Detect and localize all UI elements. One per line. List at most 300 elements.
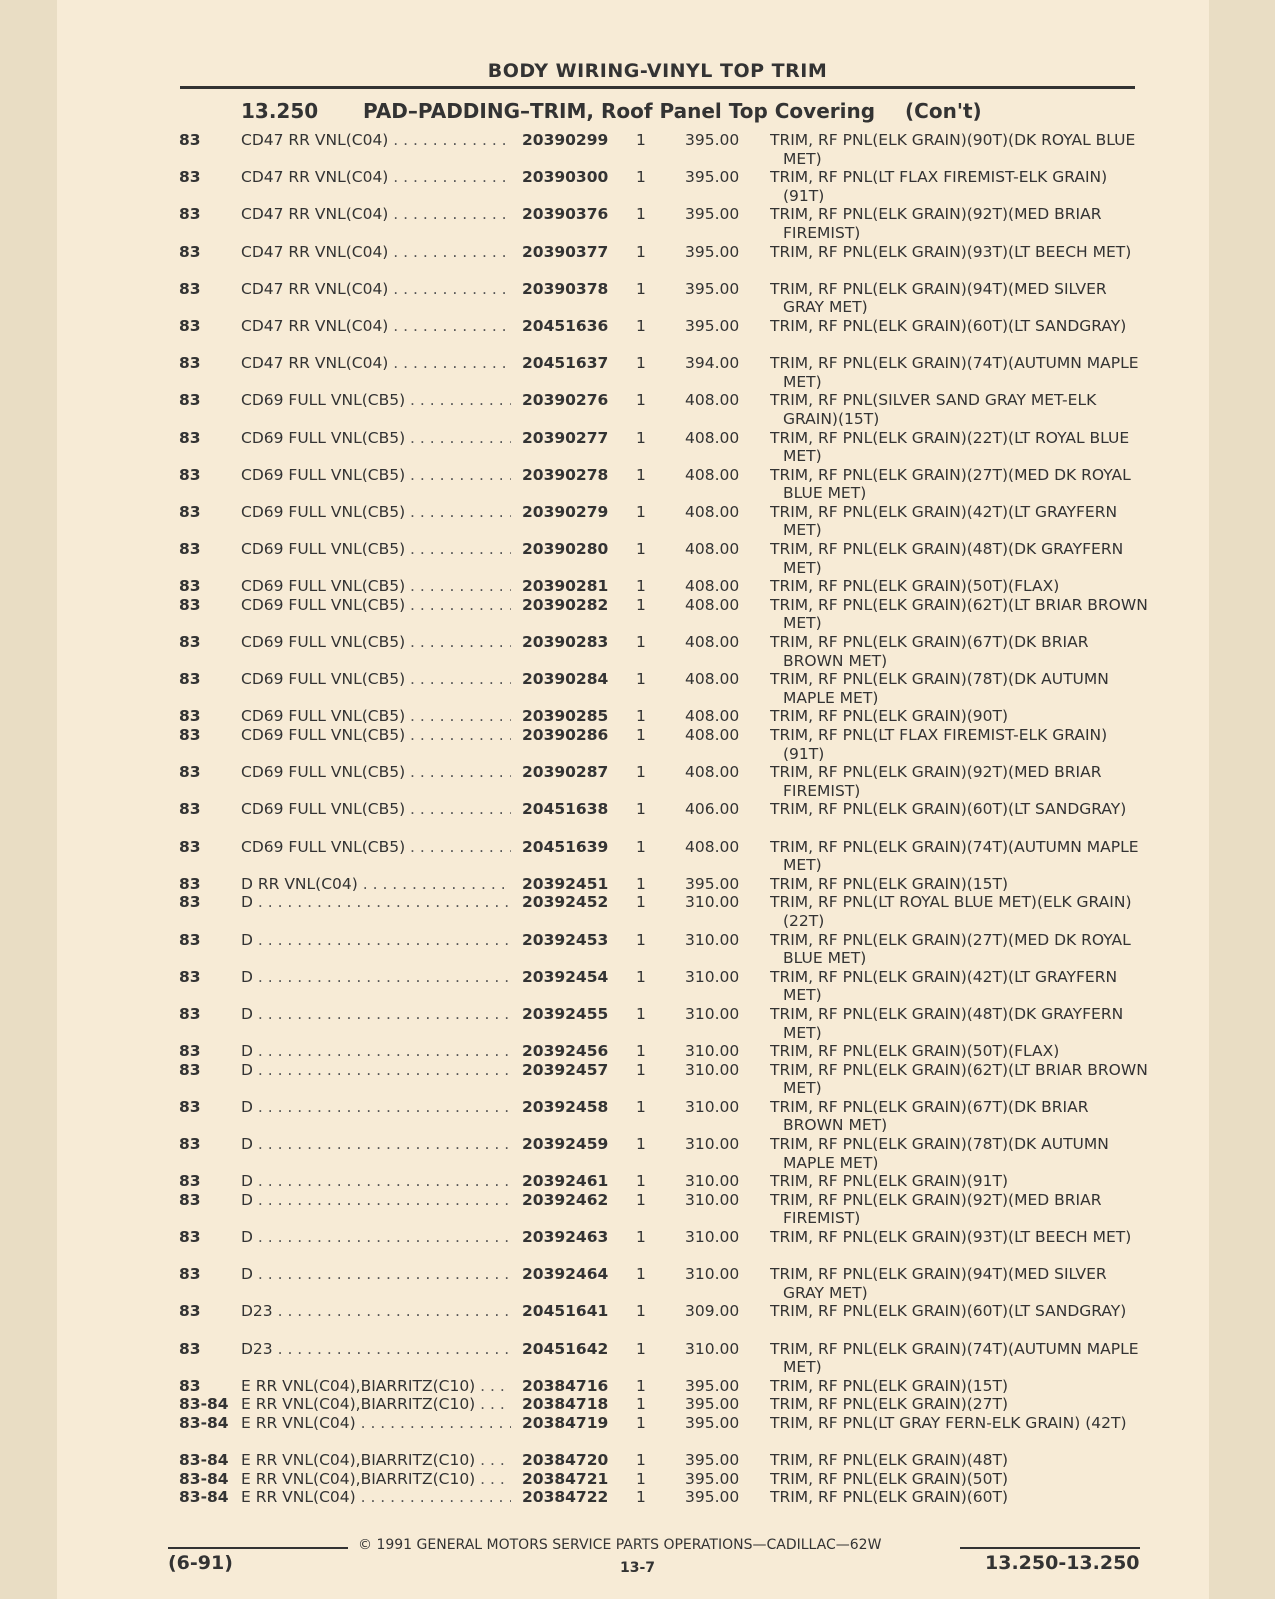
quantity: 1 (636, 763, 646, 782)
section-title: PAD–PADDING–TRIM, Roof Panel Top Covering (363, 99, 876, 123)
part-name: TRIM, RF PNL(ELK GRAIN)(50T) (770, 1469, 1009, 1488)
part-row (0, 131, 1275, 168)
quantity: 1 (636, 131, 646, 149)
part-number: 20390278 (520, 466, 618, 485)
quantity: 1 (636, 967, 646, 986)
part-number: 20384721 (520, 1470, 618, 1489)
quantity: 1 (636, 1172, 646, 1191)
body-description: D23 . . . (241, 1302, 511, 1321)
body-description: D . . . (241, 1172, 511, 1191)
part-number: 20392463 (520, 1228, 618, 1247)
part-number: 20392451 (520, 875, 618, 894)
price: 408.00 (685, 763, 740, 782)
part-name: TRIM, RF PNL(SILVER SAND GRAY MET-ELK GRAIN)(15T) (770, 391, 1097, 428)
model-year: 83 (179, 1302, 201, 1321)
model-year: 83 (179, 726, 201, 744)
price: 310.00 (685, 893, 740, 912)
model-year: 83 (179, 577, 201, 596)
part-name: TRIM, RF PNL(ELK GRAIN)(94T)(MED SILVER GRAY MET) (770, 279, 1107, 317)
price: 395.00 (685, 1413, 740, 1432)
part-name: TRIM, RF PNL(ELK GRAIN)(27T)(MED DK ROYAL BLUE MET) (770, 930, 1131, 968)
model-year: 83 (179, 242, 201, 261)
part-number: 20451637 (520, 354, 618, 373)
quantity: 1 (636, 316, 646, 335)
body-description: E RR VNL(C04),BIARRITZ(C10) . . . (241, 1451, 511, 1470)
model-year: 83 (179, 763, 201, 782)
part-name: TRIM, RF PNL(ELK GRAIN)(91T) (770, 1172, 1009, 1191)
price: 408.00 (685, 391, 740, 410)
part-number: 20451636 (520, 317, 618, 336)
model-year: 83 (179, 1376, 201, 1395)
model-year: 83 (179, 707, 201, 726)
part-row (0, 466, 1275, 503)
body-description: CD47 RR VNL(C04) . . . (241, 280, 511, 299)
model-year: 83 (179, 967, 201, 986)
part-number: 20392457 (520, 1061, 618, 1080)
body-description: D . . . (241, 1228, 511, 1247)
part-name: TRIM, RF PNL(ELK GRAIN)(42T)(LT GRAYFERN MET) (770, 502, 1118, 540)
page-heading: BODY WIRING-VINYL TOP TRIM (487, 60, 828, 82)
body-description: CD47 RR VNL(C04) . . . (241, 243, 511, 262)
part-row (0, 1135, 1275, 1172)
part-row (0, 1098, 1275, 1135)
price: 310.00 (685, 1097, 740, 1116)
part-number: 20384716 (520, 1377, 618, 1396)
model-year: 83 (179, 1228, 201, 1247)
part-number: 20390287 (520, 763, 618, 782)
quantity: 1 (636, 1413, 646, 1432)
part-name: TRIM, RF PNL(ELK GRAIN)(78T)(DK AUTUMN MAPLE MET) (770, 670, 1109, 707)
part-row (0, 429, 1275, 466)
part-name: TRIM, RF PNL(ELK GRAIN)(67T)(DK BRIAR BROWN MET) (770, 1097, 1089, 1135)
part-number: 20390377 (520, 243, 618, 262)
quantity: 1 (636, 1488, 646, 1507)
part-row (0, 540, 1275, 577)
model-year: 83 (179, 428, 201, 447)
quantity: 1 (636, 930, 646, 949)
part-number: 20390286 (520, 726, 618, 745)
body-description: CD69 FULL VNL(CB5) . . . (241, 707, 511, 726)
model-year: 83 (179, 279, 201, 298)
part-number: 20384719 (520, 1414, 618, 1433)
price: 395.00 (685, 242, 740, 261)
price: 395.00 (685, 205, 740, 224)
body-description: D . . . (241, 931, 511, 950)
body-description: D . . . (241, 1098, 511, 1117)
parts-list (0, 131, 1275, 1507)
section-range: 13.250-13.250 (985, 1552, 1140, 1574)
quantity: 1 (636, 540, 646, 559)
part-row (0, 1377, 1275, 1396)
part-row (0, 391, 1275, 428)
body-description: CD69 FULL VNL(CB5) . . . (241, 670, 511, 689)
part-name: TRIM, RF PNL(ELK GRAIN)(62T)(LT BRIAR BROWN MET) (770, 1060, 1148, 1098)
body-description: CD69 FULL VNL(CB5) . . . (241, 540, 511, 559)
part-name: TRIM, RF PNL(ELK GRAIN)(50T)(FLAX) (770, 577, 1060, 596)
part-number: 20392453 (520, 931, 618, 950)
part-row (0, 596, 1275, 633)
part-number: 20390378 (520, 280, 618, 299)
quantity: 1 (636, 633, 646, 652)
part-name: TRIM, RF PNL(ELK GRAIN)(50T)(FLAX) (770, 1042, 1060, 1061)
model-year: 83 (179, 930, 201, 949)
quantity: 1 (636, 1004, 646, 1023)
quantity: 1 (636, 1190, 646, 1209)
model-year: 83 (179, 893, 201, 912)
part-row (0, 1414, 1275, 1451)
price: 408.00 (685, 465, 740, 484)
model-year: 83 (179, 1004, 201, 1023)
part-row (0, 280, 1275, 317)
model-year: 83 (179, 1060, 201, 1079)
body-description: E RR VNL(C04) . . . (241, 1488, 511, 1507)
body-description: CD69 FULL VNL(CB5) . . . (241, 596, 511, 615)
quantity: 1 (636, 1395, 646, 1414)
part-row (0, 1470, 1275, 1489)
body-description: E RR VNL(C04),BIARRITZ(C10) . . . (241, 1395, 511, 1414)
model-year: 83 (179, 316, 201, 335)
quantity: 1 (636, 1135, 646, 1154)
price: 408.00 (685, 595, 740, 614)
body-description: CD69 FULL VNL(CB5) . . . (241, 726, 511, 745)
price: 395.00 (685, 1488, 740, 1507)
quantity: 1 (636, 707, 646, 726)
body-description: E RR VNL(C04) . . . (241, 1414, 511, 1433)
price: 310.00 (685, 1004, 740, 1023)
part-row (0, 707, 1275, 726)
body-description: D . . . (241, 1042, 511, 1061)
part-row (0, 1172, 1275, 1191)
quantity: 1 (636, 595, 646, 614)
body-description: D . . . (241, 893, 511, 912)
page-number: 13-7 (620, 1560, 656, 1576)
body-description: CD47 RR VNL(C04) . . . (241, 131, 511, 150)
part-name: TRIM, RF PNL(ELK GRAIN)(74T)(AUTUMN MAPLE MET) (770, 354, 1139, 391)
price: 395.00 (685, 279, 740, 298)
quantity: 1 (636, 354, 646, 373)
part-row (0, 763, 1275, 800)
part-name: TRIM, RF PNL(ELK GRAIN)(27T)(MED DK ROYAL BLUE MET) (770, 465, 1131, 503)
part-row (0, 503, 1275, 540)
model-year: 83 (179, 502, 201, 521)
quantity: 1 (636, 874, 646, 893)
model-year: 83-84 (179, 1488, 229, 1507)
part-name: TRIM, RF PNL(ELK GRAIN)(90T) (770, 707, 1009, 726)
part-number: 20390300 (520, 168, 618, 187)
body-description: CD69 FULL VNL(CB5) . . . (241, 429, 511, 448)
price: 395.00 (685, 168, 740, 187)
body-description: E RR VNL(C04),BIARRITZ(C10) . . . (241, 1470, 511, 1489)
body-description: CD69 FULL VNL(CB5) . . . (241, 466, 511, 485)
quantity: 1 (636, 242, 646, 261)
part-name: TRIM, RF PNL(ELK GRAIN)(15T) (770, 874, 1009, 893)
model-year: 83 (179, 1190, 201, 1209)
price: 395.00 (685, 1395, 740, 1414)
part-name: TRIM, RF PNL(ELK GRAIN)(48T)(DK GRAYFERN MET) (770, 540, 1124, 577)
part-name: TRIM, RF PNL(ELK GRAIN)(60T)(LT SANDGRAY) (770, 800, 1127, 819)
part-number: 20390284 (520, 670, 618, 689)
section-header (241, 99, 982, 123)
body-description: CD47 RR VNL(C04) . . . (241, 317, 511, 336)
quantity: 1 (636, 1265, 646, 1284)
part-number: 20392455 (520, 1005, 618, 1024)
quantity: 1 (636, 1376, 646, 1395)
part-number: 20392464 (520, 1265, 618, 1284)
quantity: 1 (636, 1060, 646, 1079)
quantity: 1 (636, 1302, 646, 1321)
price: 310.00 (685, 1228, 740, 1247)
part-number: 20384718 (520, 1395, 618, 1414)
quantity: 1 (636, 1339, 646, 1358)
model-year: 83 (179, 670, 201, 689)
body-description: D23 . . . (241, 1340, 511, 1359)
part-name: TRIM, RF PNL(LT ROYAL BLUE MET)(ELK GRAIN)(22T) (770, 893, 1132, 930)
part-row (0, 205, 1275, 242)
model-year: 83 (179, 391, 201, 410)
part-name: TRIM, RF PNL(ELK GRAIN)(15T) (770, 1376, 1009, 1395)
body-description: CD69 FULL VNL(CB5) . . . (241, 391, 511, 410)
model-year: 83-84 (179, 1413, 229, 1432)
part-name: TRIM, RF PNL(ELK GRAIN)(92T)(MED BRIAR FIREMIST) (770, 1190, 1102, 1228)
date-code: (6-91) (168, 1552, 233, 1574)
part-row (0, 1488, 1275, 1507)
body-description: D . . . (241, 1061, 511, 1080)
section-continued: (Con't) (905, 99, 982, 123)
price: 408.00 (685, 502, 740, 521)
part-row (0, 931, 1275, 968)
price: 408.00 (685, 577, 740, 596)
price: 408.00 (685, 726, 740, 744)
price: 310.00 (685, 1339, 740, 1358)
price: 408.00 (685, 837, 740, 856)
body-description: CD69 FULL VNL(CB5) . . . (241, 577, 511, 596)
part-name: TRIM, RF PNL(ELK GRAIN)(74T)(AUTUMN MAPLE MET) (770, 1339, 1139, 1377)
part-number: 20384720 (520, 1451, 618, 1470)
part-row (0, 670, 1275, 707)
part-number: 20392461 (520, 1172, 618, 1191)
body-description: D . . . (241, 1005, 511, 1024)
quantity: 1 (636, 502, 646, 521)
quantity: 1 (636, 577, 646, 596)
part-number: 20390299 (520, 131, 618, 150)
model-year: 83 (179, 633, 201, 652)
part-number: 20390281 (520, 577, 618, 596)
part-number: 20390285 (520, 707, 618, 726)
model-year: 83-84 (179, 1395, 229, 1414)
price: 310.00 (685, 1190, 740, 1209)
part-name: TRIM, RF PNL(ELK GRAIN)(48T) (770, 1451, 1009, 1470)
model-year: 83 (179, 595, 201, 614)
part-row (0, 1451, 1275, 1470)
part-name: TRIM, RF PNL(ELK GRAIN)(42T)(LT GRAYFERN MET) (770, 967, 1118, 1005)
part-number: 20392459 (520, 1135, 618, 1154)
part-name: TRIM, RF PNL(ELK GRAIN)(48T)(DK GRAYFERN MET) (770, 1004, 1124, 1042)
part-name: TRIM, RF PNL(ELK GRAIN)(92T)(MED BRIAR FIREMIST) (770, 763, 1102, 800)
part-row (0, 800, 1275, 837)
part-number: 20392458 (520, 1098, 618, 1117)
part-number: 20384722 (520, 1488, 618, 1507)
price: 310.00 (685, 1265, 740, 1284)
model-year: 83 (179, 205, 201, 224)
part-row (0, 875, 1275, 894)
part-name: TRIM, RF PNL(ELK GRAIN)(60T)(LT SANDGRAY) (770, 1302, 1127, 1321)
part-row (0, 577, 1275, 596)
body-description: CD69 FULL VNL(CB5) . . . (241, 763, 511, 782)
part-row (0, 354, 1275, 391)
price: 395.00 (685, 874, 740, 893)
model-year: 83-84 (179, 1451, 229, 1470)
part-name: TRIM, RF PNL(ELK GRAIN)(92T)(MED BRIAR FIREMIST) (770, 205, 1102, 242)
part-row (0, 968, 1275, 1005)
part-name: TRIM, RF PNL(ELK GRAIN)(60T) (770, 1488, 1009, 1507)
part-number: 20390280 (520, 540, 618, 559)
body-description: D RR VNL(C04) . . . (241, 875, 511, 894)
part-number: 20392454 (520, 968, 618, 987)
price: 394.00 (685, 354, 740, 373)
part-row (0, 1042, 1275, 1061)
part-name: TRIM, RF PNL(LT FLAX FIREMIST-ELK GRAIN)(91T) (770, 726, 1108, 763)
part-row (0, 893, 1275, 930)
model-year: 83 (179, 874, 201, 893)
quantity: 1 (636, 168, 646, 187)
part-name: TRIM, RF PNL(ELK GRAIN)(62T)(LT BRIAR BROWN MET) (770, 595, 1148, 633)
model-year: 83 (179, 1339, 201, 1358)
quantity: 1 (636, 1228, 646, 1247)
price: 406.00 (685, 800, 740, 819)
price: 309.00 (685, 1302, 740, 1321)
model-year: 83 (179, 1265, 201, 1284)
part-number: 20451638 (520, 800, 618, 819)
quantity: 1 (636, 1097, 646, 1116)
body-description: D . . . (241, 1265, 511, 1284)
quantity: 1 (636, 391, 646, 410)
part-row (0, 317, 1275, 354)
copyright-line: © 1991 GENERAL MOTORS SERVICE PARTS OPERATIONS—CADILLAC—62W (358, 1537, 882, 1553)
part-number: 20390282 (520, 596, 618, 615)
body-description: E RR VNL(C04),BIARRITZ(C10) . . . (241, 1377, 511, 1396)
model-year: 83 (179, 465, 201, 484)
body-description: CD69 FULL VNL(CB5) . . . (241, 633, 511, 652)
part-row (0, 1340, 1275, 1377)
price: 408.00 (685, 428, 740, 447)
part-row (0, 1061, 1275, 1098)
part-name: TRIM, RF PNL(ELK GRAIN)(74T)(AUTUMN MAPLE MET) (770, 837, 1139, 875)
part-row (0, 1228, 1275, 1265)
part-name: TRIM, RF PNL(ELK GRAIN)(93T)(LT BEECH MET) (770, 1228, 1132, 1247)
section-number: 13.250 (241, 99, 319, 123)
part-row (0, 1005, 1275, 1042)
quantity: 1 (636, 800, 646, 819)
quantity: 1 (636, 1042, 646, 1061)
part-row (0, 838, 1275, 875)
body-description: CD47 RR VNL(C04) . . . (241, 354, 511, 373)
footer-rule-right (960, 1547, 1140, 1549)
part-row (0, 1302, 1275, 1339)
part-number: 20392462 (520, 1191, 618, 1210)
part-number: 20392452 (520, 893, 618, 912)
price: 310.00 (685, 1172, 740, 1191)
body-description: CD69 FULL VNL(CB5) . . . (241, 800, 511, 819)
part-row (0, 243, 1275, 280)
part-name: TRIM, RF PNL(ELK GRAIN)(78T)(DK AUTUMN MAPLE MET) (770, 1135, 1109, 1172)
part-row (0, 633, 1275, 670)
body-description: CD69 FULL VNL(CB5) . . . (241, 838, 511, 857)
part-number: 20390277 (520, 429, 618, 448)
price: 408.00 (685, 633, 740, 652)
quantity: 1 (636, 1451, 646, 1470)
quantity: 1 (636, 893, 646, 912)
price: 395.00 (685, 1376, 740, 1395)
model-year: 83 (179, 1042, 201, 1061)
part-name: TRIM, RF PNL(LT FLAX FIREMIST-ELK GRAIN)(91T) (770, 168, 1108, 205)
body-description: CD47 RR VNL(C04) . . . (241, 168, 511, 187)
price: 310.00 (685, 1042, 740, 1061)
model-year: 83 (179, 1135, 201, 1154)
body-description: D . . . (241, 1191, 511, 1210)
part-row (0, 726, 1275, 763)
quantity: 1 (636, 428, 646, 447)
model-year: 83 (179, 1172, 201, 1191)
part-row (0, 168, 1275, 205)
price: 408.00 (685, 670, 740, 689)
quantity: 1 (636, 1469, 646, 1488)
part-name: TRIM, RF PNL(ELK GRAIN)(94T)(MED SILVER GRAY MET) (770, 1265, 1107, 1302)
part-name: TRIM, RF PNL(ELK GRAIN)(22T)(LT ROYAL BLUE MET) (770, 428, 1130, 466)
part-name: TRIM, RF PNL(ELK GRAIN)(90T)(DK ROYAL BLUE MET) (770, 131, 1136, 168)
quantity: 1 (636, 279, 646, 298)
price: 310.00 (685, 1060, 740, 1079)
price: 408.00 (685, 707, 740, 726)
model-year: 83 (179, 131, 201, 149)
part-number: 20451642 (520, 1340, 618, 1359)
part-row (0, 1395, 1275, 1414)
part-name: TRIM, RF PNL(ELK GRAIN)(67T)(DK BRIAR BROWN MET) (770, 633, 1089, 670)
quantity: 1 (636, 670, 646, 689)
part-number: 20390376 (520, 205, 618, 224)
body-description: CD47 RR VNL(C04) . . . (241, 205, 511, 224)
model-year: 83-84 (179, 1469, 229, 1488)
price: 395.00 (685, 316, 740, 335)
model-year: 83 (179, 1097, 201, 1116)
model-year: 83 (179, 800, 201, 819)
body-description: D . . . (241, 968, 511, 987)
quantity: 1 (636, 726, 646, 744)
model-year: 83 (179, 354, 201, 373)
part-row (0, 1191, 1275, 1228)
quantity: 1 (636, 465, 646, 484)
price: 408.00 (685, 540, 740, 559)
heading-rule (180, 86, 1135, 89)
part-number: 20392456 (520, 1042, 618, 1061)
part-name: TRIM, RF PNL(ELK GRAIN)(27T) (770, 1395, 1009, 1414)
part-number: 20390283 (520, 633, 618, 652)
price: 395.00 (685, 1451, 740, 1470)
part-number: 20451639 (520, 838, 618, 857)
part-number: 20390279 (520, 503, 618, 522)
part-row (0, 1265, 1275, 1302)
part-name: TRIM, RF PNL(LT GRAY FERN-ELK GRAIN) (42T) (770, 1413, 1127, 1432)
part-number: 20451641 (520, 1302, 618, 1321)
quantity: 1 (636, 837, 646, 856)
footer-rule-left (168, 1547, 348, 1549)
model-year: 83 (179, 168, 201, 187)
price: 310.00 (685, 967, 740, 986)
price: 395.00 (685, 1469, 740, 1488)
part-name: TRIM, RF PNL(ELK GRAIN)(93T)(LT BEECH MET) (770, 242, 1132, 261)
part-number: 20390276 (520, 391, 618, 410)
body-description: D . . . (241, 1135, 511, 1154)
price: 310.00 (685, 1135, 740, 1154)
